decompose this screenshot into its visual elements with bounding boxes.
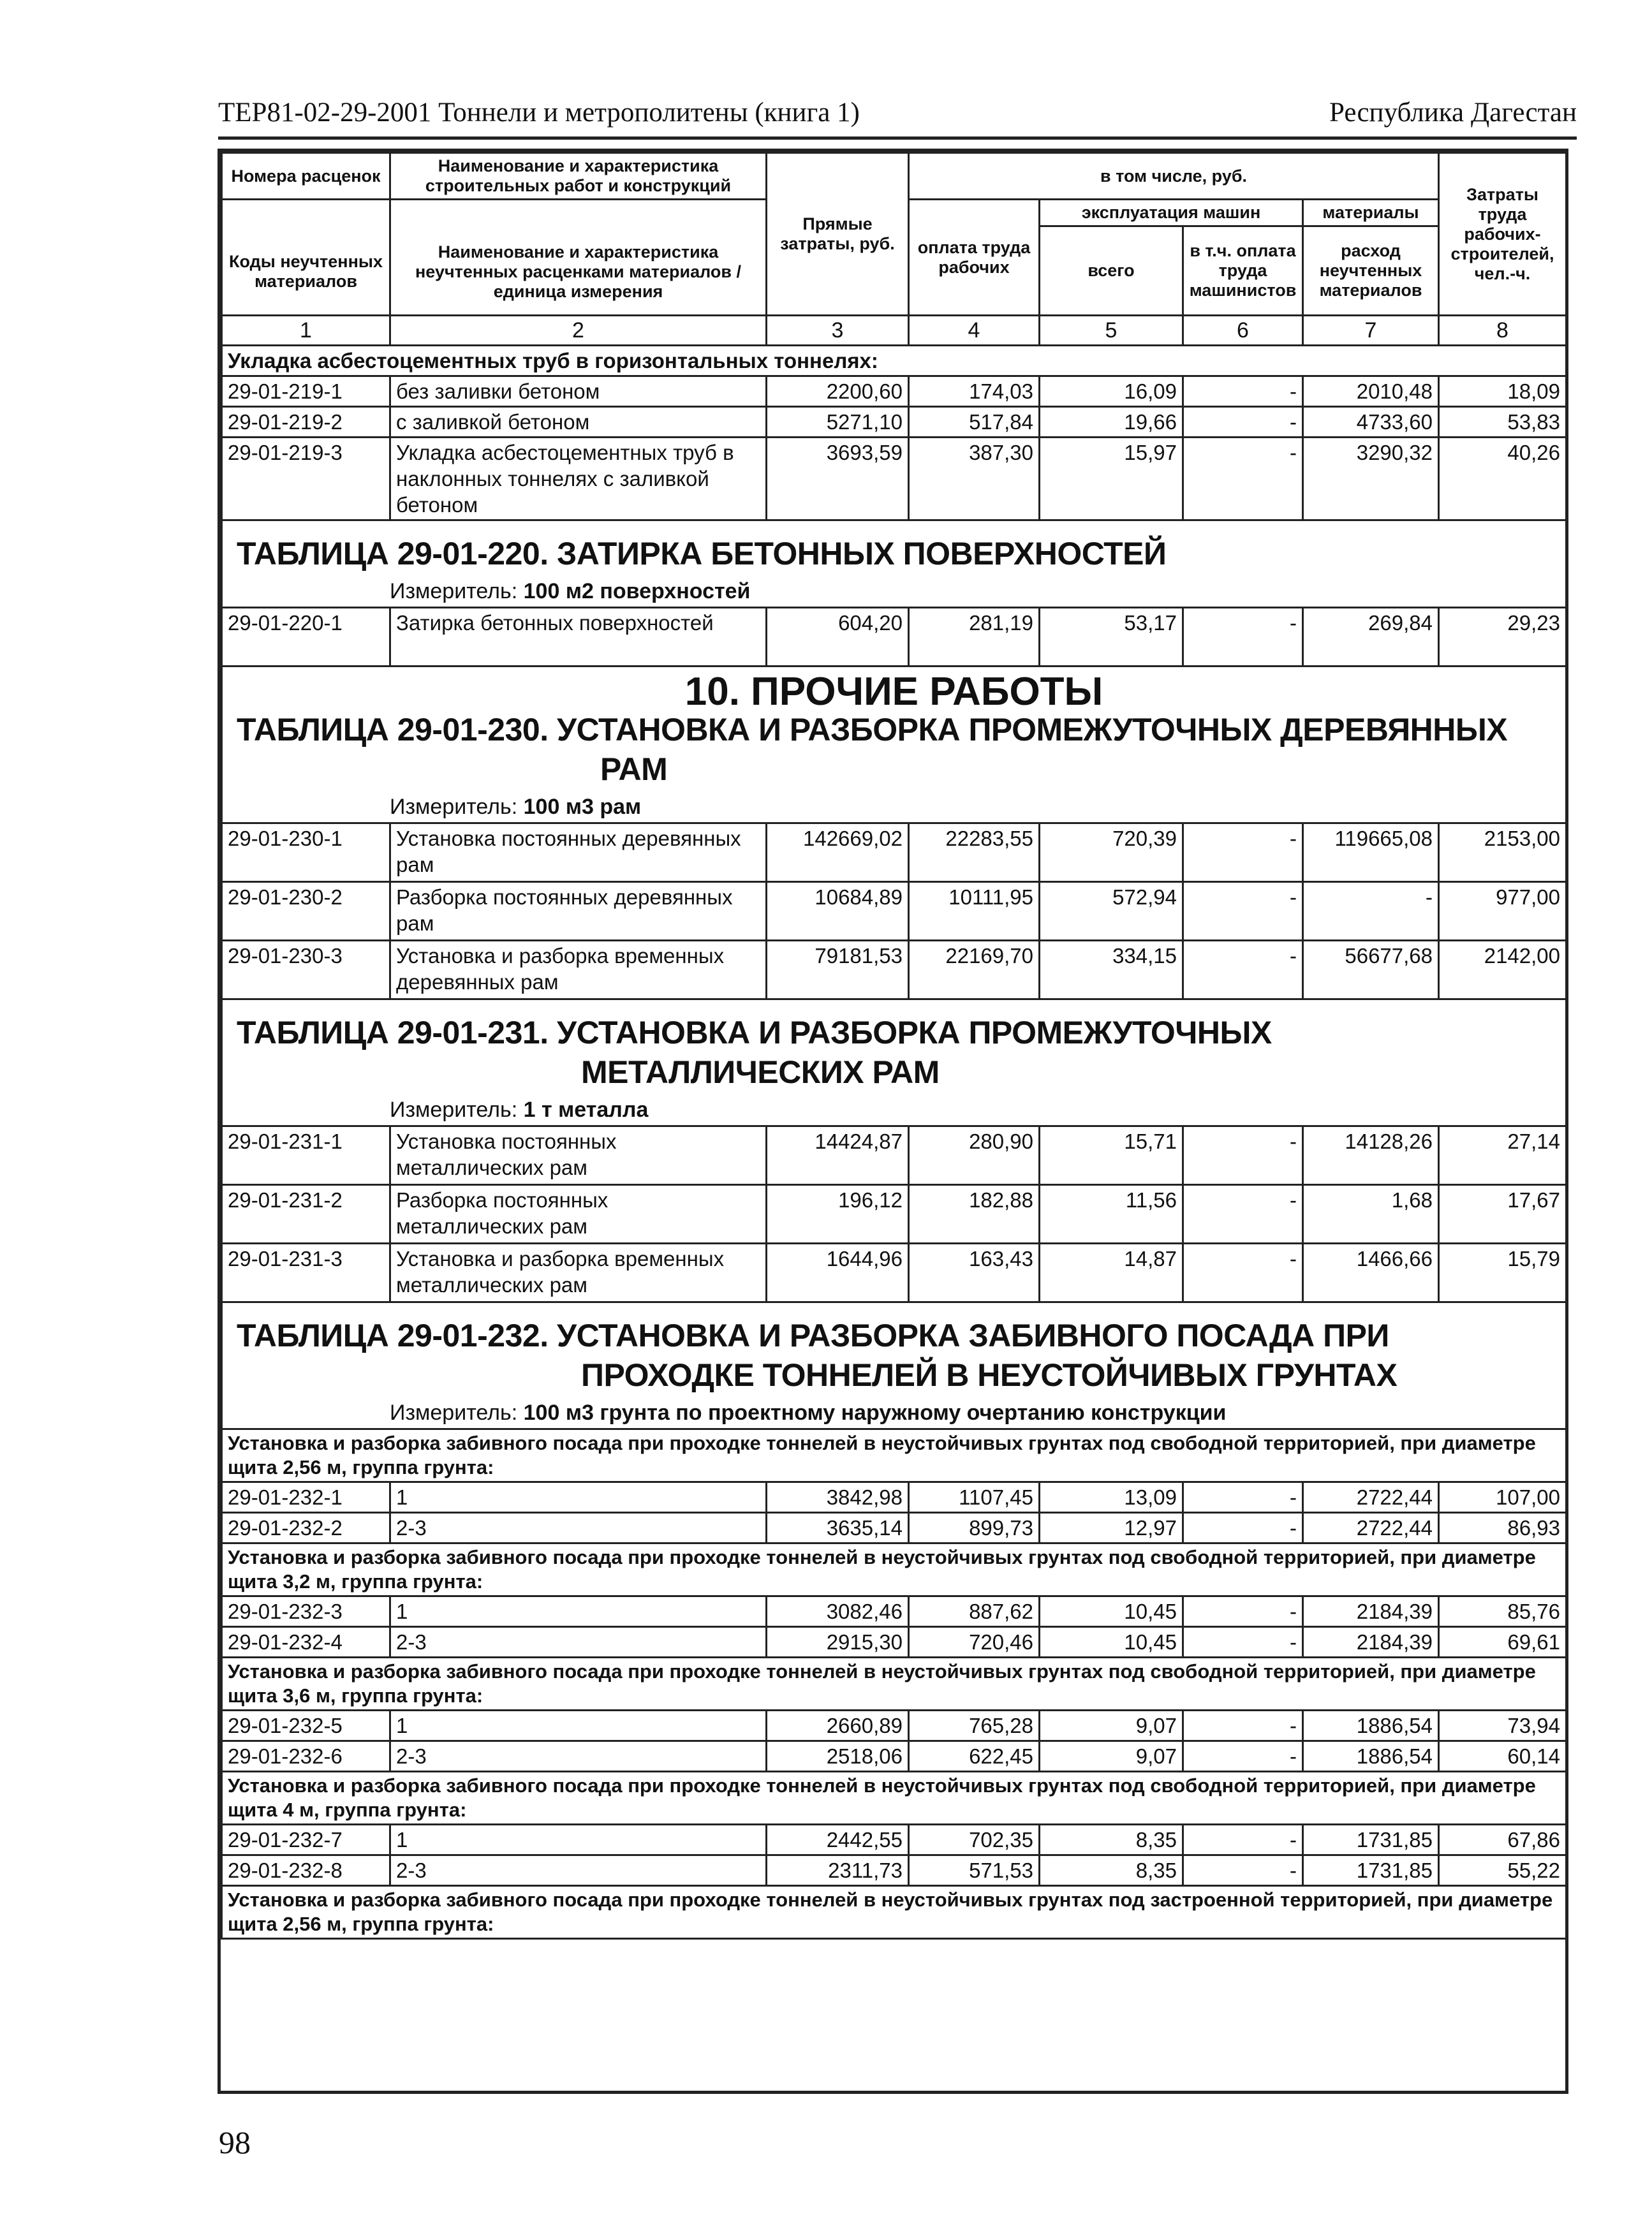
table-row [222, 438, 1567, 520]
table-cell: 1 [390, 1711, 767, 1741]
table-cell: 10684,89 [767, 882, 909, 941]
table-cell: 2153,00 [1439, 823, 1567, 882]
table-row [222, 1126, 1567, 1185]
table-cell: 334,15 [1040, 941, 1183, 999]
table-cell: 15,97 [1040, 438, 1183, 520]
col-code-header: Номера расценок [222, 153, 390, 200]
table-row [222, 941, 1567, 999]
table-cell: 12,97 [1040, 1513, 1183, 1543]
table-cell: 142669,02 [767, 823, 909, 882]
table-cell: 29-01-220-1 [222, 608, 390, 667]
table-cell: 604,20 [767, 608, 909, 667]
table-cell: 2184,39 [1303, 1596, 1439, 1627]
table-row [222, 1244, 1567, 1302]
table-cell: 2-3 [390, 1513, 767, 1543]
table-row [222, 882, 1567, 941]
table-cell: 11,56 [1040, 1185, 1183, 1244]
table-cell: 29-01-231-3 [222, 1244, 390, 1302]
table-cell: 15,79 [1439, 1244, 1567, 1302]
table-row [222, 407, 1567, 438]
table-row [222, 1627, 1567, 1658]
table-cell: 1,68 [1303, 1185, 1439, 1244]
table-cell: 22169,70 [909, 941, 1040, 999]
table-cell: 29-01-232-2 [222, 1513, 390, 1543]
col-mach-total-header: всего [1040, 226, 1183, 316]
table-cell: Затирка бетонных поверхностей [390, 608, 767, 667]
table-cell: - [1183, 1855, 1303, 1886]
rates-table-frame [218, 149, 1568, 2094]
table-cell: 85,76 [1439, 1596, 1567, 1627]
subsection-heading: Установка и разборка забивного посада при проходке тоннелей в неустойчивых грунтах под застроенной территорией, при диаметре щита 2,56 м, группа грунта: [222, 1886, 1567, 1939]
table-cell: 1644,96 [767, 1244, 909, 1302]
table-row [222, 1711, 1567, 1741]
table-cell: 60,14 [1439, 1741, 1567, 1772]
table-row [222, 1741, 1567, 1772]
table-cell: 1 [390, 1825, 767, 1855]
table-cell: 56677,68 [1303, 941, 1439, 999]
table-cell: 86,93 [1439, 1513, 1567, 1543]
table-row [222, 1513, 1567, 1543]
table-row [222, 1596, 1567, 1627]
table-cell: 182,88 [909, 1185, 1040, 1244]
table-cell: 17,67 [1439, 1185, 1567, 1244]
table-cell: 720,46 [909, 1627, 1040, 1658]
table-cell: 765,28 [909, 1711, 1040, 1741]
table-cell: 3693,59 [767, 438, 909, 520]
subsection-heading: Установка и разборка забивного посада при проходке тоннелей в неустойчивых грунтах под свободной территорией, при диаметре щита 3,2 м, группа грунта: [222, 1543, 1567, 1596]
table-cell: 29-01-230-3 [222, 941, 390, 999]
table-cell: 2518,06 [767, 1741, 909, 1772]
table-row [222, 376, 1567, 407]
measure-unit-230: Измеритель: 100 м3 рам [390, 795, 642, 819]
table-cell: - [1183, 407, 1303, 438]
col-number: 2 [390, 316, 767, 346]
table-cell: - [1183, 1711, 1303, 1741]
table-cell: 720,39 [1040, 823, 1183, 882]
table-cell: 29-01-230-1 [222, 823, 390, 882]
table-cell: 29-01-232-6 [222, 1741, 390, 1772]
col-hours-header: Затраты труда рабочих-строителей, чел.-ч. [1439, 153, 1567, 316]
table-cell: 280,90 [909, 1126, 1040, 1185]
table-title-232: ТАБЛИЦА 29-01-232. УСТАНОВКА И РАЗБОРКА ЗАБИВНОГО ПОСАДА ПРИ ПРОХОДКЕ ТОННЕЛЕЙ В НЕУСТОЙЧИВЫХ ГРУНТАХ [237, 1318, 1398, 1393]
table-cell: 19,66 [1040, 407, 1183, 438]
table-cell: 14128,26 [1303, 1126, 1439, 1185]
col-mach-labor-header: в т.ч. оплата труда машинистов [1183, 226, 1303, 316]
table-cell: 163,43 [909, 1244, 1040, 1302]
table-cell: 2184,39 [1303, 1627, 1439, 1658]
table-cell: 3842,98 [767, 1482, 909, 1513]
table-cell: 387,30 [909, 438, 1040, 520]
table-cell: 13,09 [1040, 1482, 1183, 1513]
col-number: 1 [222, 316, 390, 346]
table-cell: 3082,46 [767, 1596, 909, 1627]
table-cell: - [1183, 438, 1303, 520]
col-group-header: в том числе, руб. [909, 153, 1439, 200]
table-cell: 9,07 [1040, 1711, 1183, 1741]
table-cell: 29-01-231-1 [222, 1126, 390, 1185]
table-cell: 1886,54 [1303, 1741, 1439, 1772]
table-cell: 79181,53 [767, 941, 909, 999]
table-cell: 2660,89 [767, 1711, 909, 1741]
table-cell: - [1183, 882, 1303, 941]
table-cell: 1466,66 [1303, 1244, 1439, 1302]
table-cell: 29,23 [1439, 608, 1567, 667]
table-cell: 14,87 [1040, 1244, 1183, 1302]
table-cell: 2200,60 [767, 376, 909, 407]
rates-table [221, 152, 1567, 1940]
table-cell: 571,53 [909, 1855, 1040, 1886]
table-cell: 2442,55 [767, 1825, 909, 1855]
col-code-subheader: Коды неучтенных материалов [222, 200, 390, 316]
col-direct-header: Прямые затраты, руб. [767, 153, 909, 316]
table-cell: 9,07 [1040, 1741, 1183, 1772]
region-name: Республика Дагестан [1329, 98, 1577, 128]
table-row [222, 1482, 1567, 1513]
table-cell: - [1183, 1244, 1303, 1302]
table-cell: - [1183, 1126, 1303, 1185]
table-cell: 10,45 [1040, 1627, 1183, 1658]
table-cell: 2311,73 [767, 1855, 909, 1886]
table-cell: Установка и разборка временных металлических рам [390, 1244, 767, 1302]
table-title-220: ТАБЛИЦА 29-01-220. ЗАТИРКА БЕТОННЫХ ПОВЕРХНОСТЕЙ [237, 536, 1167, 571]
table-cell: Установка постоянных металлических рам [390, 1126, 767, 1185]
table-cell: 29-01-232-7 [222, 1825, 390, 1855]
table-cell: 10,45 [1040, 1596, 1183, 1627]
table-cell: 53,83 [1439, 407, 1567, 438]
table-cell: 29-01-219-2 [222, 407, 390, 438]
table-row [222, 1825, 1567, 1855]
measure-unit-231: Измеритель: 1 т металла [390, 1098, 649, 1122]
table-cell: 2722,44 [1303, 1482, 1439, 1513]
table-cell: 119665,08 [1303, 823, 1439, 882]
table-cell: 2915,30 [767, 1627, 909, 1658]
table-cell: 8,35 [1040, 1855, 1183, 1886]
table-cell: - [1183, 941, 1303, 999]
col-materials-header: материалы [1303, 200, 1439, 226]
table-cell: 2-3 [390, 1741, 767, 1772]
table-cell: 73,94 [1439, 1711, 1567, 1741]
table-cell: 5271,10 [767, 407, 909, 438]
table-cell: 29-01-230-2 [222, 882, 390, 941]
table-cell: 16,09 [1040, 376, 1183, 407]
table-cell: 18,09 [1439, 376, 1567, 407]
table-cell: - [1183, 1185, 1303, 1244]
table-cell: 40,26 [1439, 438, 1567, 520]
measure-unit-220: Измеритель: 100 м2 поверхностей [390, 579, 751, 603]
col-materials-use-header: расход неучтенных материалов [1303, 226, 1439, 316]
section-title: 10. ПРОЧИЕ РАБОТЫ [684, 670, 1103, 714]
table-cell: 2-3 [390, 1627, 767, 1658]
table-cell: 29-01-232-8 [222, 1855, 390, 1886]
table-cell: 269,84 [1303, 608, 1439, 667]
table-cell: 2142,00 [1439, 941, 1567, 999]
table-cell: - [1183, 608, 1303, 667]
table-cell: 622,45 [909, 1741, 1040, 1772]
table-cell: 69,61 [1439, 1627, 1567, 1658]
col-machines-header: эксплуатация машин [1040, 200, 1303, 226]
table-cell: 977,00 [1439, 882, 1567, 941]
table-cell: 29-01-232-1 [222, 1482, 390, 1513]
subsection-heading: Установка и разборка забивного посада при проходке тоннелей в неустойчивых грунтах под свободной территорией, при диаметре щита 2,56 м, группа грунта: [222, 1429, 1567, 1482]
table-cell: с заливкой бетоном [390, 407, 767, 438]
table-cell: - [1183, 1627, 1303, 1658]
page-header [218, 94, 1577, 140]
table-row [222, 608, 1567, 667]
table-cell: - [1183, 1513, 1303, 1543]
table-cell: 702,35 [909, 1825, 1040, 1855]
table-cell: 1 [390, 1482, 767, 1513]
table-cell: - [1183, 376, 1303, 407]
table-cell: 1107,45 [909, 1482, 1040, 1513]
table-cell: 4733,60 [1303, 407, 1439, 438]
table-row [222, 1185, 1567, 1244]
table-cell: - [1183, 1596, 1303, 1627]
table-cell: 517,84 [909, 407, 1040, 438]
table-cell: 29-01-232-5 [222, 1711, 390, 1741]
table-cell: без заливки бетоном [390, 376, 767, 407]
table-cell: 10111,95 [909, 882, 1040, 941]
table-cell: - [1183, 1482, 1303, 1513]
table-cell: 1 [390, 1596, 767, 1627]
table-cell: 67,86 [1439, 1825, 1567, 1855]
table-cell: 2-3 [390, 1855, 767, 1886]
subsection-heading: Установка и разборка забивного посада при проходке тоннелей в неустойчивых грунтах под свободной территорией, при диаметре щита 3,6 м, группа грунта: [222, 1658, 1567, 1711]
col-number: 8 [1439, 316, 1567, 346]
table-cell: 22283,55 [909, 823, 1040, 882]
table-cell: 14424,87 [767, 1126, 909, 1185]
table-cell: Разборка постоянных металлических рам [390, 1185, 767, 1244]
subsection-heading: Укладка асбестоцементных труб в горизонтальных тоннелях: [222, 346, 1567, 376]
table-cell: 29-01-219-3 [222, 438, 390, 520]
table-cell: Укладка асбестоцементных труб в наклонных тоннелях с заливкой бетоном [390, 438, 767, 520]
col-name-header: Наименование и характеристика строительных работ и конструкций [390, 153, 767, 200]
table-cell: - [1183, 1825, 1303, 1855]
table-cell: 27,14 [1439, 1126, 1567, 1185]
table-cell: 2010,48 [1303, 376, 1439, 407]
table-cell: 1731,85 [1303, 1825, 1439, 1855]
table-cell: 2722,44 [1303, 1513, 1439, 1543]
table-cell: 1886,54 [1303, 1711, 1439, 1741]
col-labor-header: оплата труда рабочих [909, 200, 1040, 316]
table-cell: 55,22 [1439, 1855, 1567, 1886]
table-cell: Установка постоянных деревянных рам [390, 823, 767, 882]
subsection-heading: Установка и разборка забивного посада при проходке тоннелей в неустойчивых грунтах под свободной территорией, при диаметре щита 4 м, группа грунта: [222, 1772, 1567, 1825]
table-cell: 1731,85 [1303, 1855, 1439, 1886]
table-cell: 15,71 [1040, 1126, 1183, 1185]
col-number: 7 [1303, 316, 1439, 346]
table-cell: Разборка постоянных деревянных рам [390, 882, 767, 941]
table-cell: 29-01-231-2 [222, 1185, 390, 1244]
table-cell: 899,73 [909, 1513, 1040, 1543]
table-cell: 196,12 [767, 1185, 909, 1244]
table-cell: 887,62 [909, 1596, 1040, 1627]
table-cell: 29-01-232-4 [222, 1627, 390, 1658]
col-number: 3 [767, 316, 909, 346]
table-row [222, 1855, 1567, 1886]
table-row [222, 823, 1567, 882]
table-cell: 29-01-219-1 [222, 376, 390, 407]
page-number: 98 [219, 2125, 251, 2160]
table-cell: Установка и разборка временных деревянных рам [390, 941, 767, 999]
document-title: ТЕР81-02-29-2001 Тоннели и метрополитены (книга 1) [218, 98, 860, 128]
col-number: 6 [1183, 316, 1303, 346]
table-title-231: ТАБЛИЦА 29-01-231. УСТАНОВКА И РАЗБОРКА ПРОМЕЖУТОЧНЫХ МЕТАЛЛИЧЕСКИХ РАМ [237, 1015, 1272, 1090]
table-cell: - [1303, 882, 1439, 941]
table-cell: - [1183, 823, 1303, 882]
table-cell: 3290,32 [1303, 438, 1439, 520]
table-cell: 3635,14 [767, 1513, 909, 1543]
table-cell: 107,00 [1439, 1482, 1567, 1513]
table-cell: 281,19 [909, 608, 1040, 667]
col-name-subheader: Наименование и характеристика неучтенных расценками материалов / единица измерения [390, 200, 767, 316]
col-number: 4 [909, 316, 1040, 346]
table-cell: 53,17 [1040, 608, 1183, 667]
table-title-230: ТАБЛИЦА 29-01-230. УСТАНОВКА И РАЗБОРКА ПРОМЕЖУТОЧНЫХ ДЕРЕВЯННЫХ РАМ [237, 712, 1508, 787]
table-cell: - [1183, 1741, 1303, 1772]
table-cell: 29-01-232-3 [222, 1596, 390, 1627]
table-cell: 8,35 [1040, 1825, 1183, 1855]
measure-unit-232: Измеритель: 100 м3 грунта по проектному наружному очертанию конструкции [390, 1401, 1227, 1425]
col-number: 5 [1040, 316, 1183, 346]
table-cell: 174,03 [909, 376, 1040, 407]
table-cell: 572,94 [1040, 882, 1183, 941]
